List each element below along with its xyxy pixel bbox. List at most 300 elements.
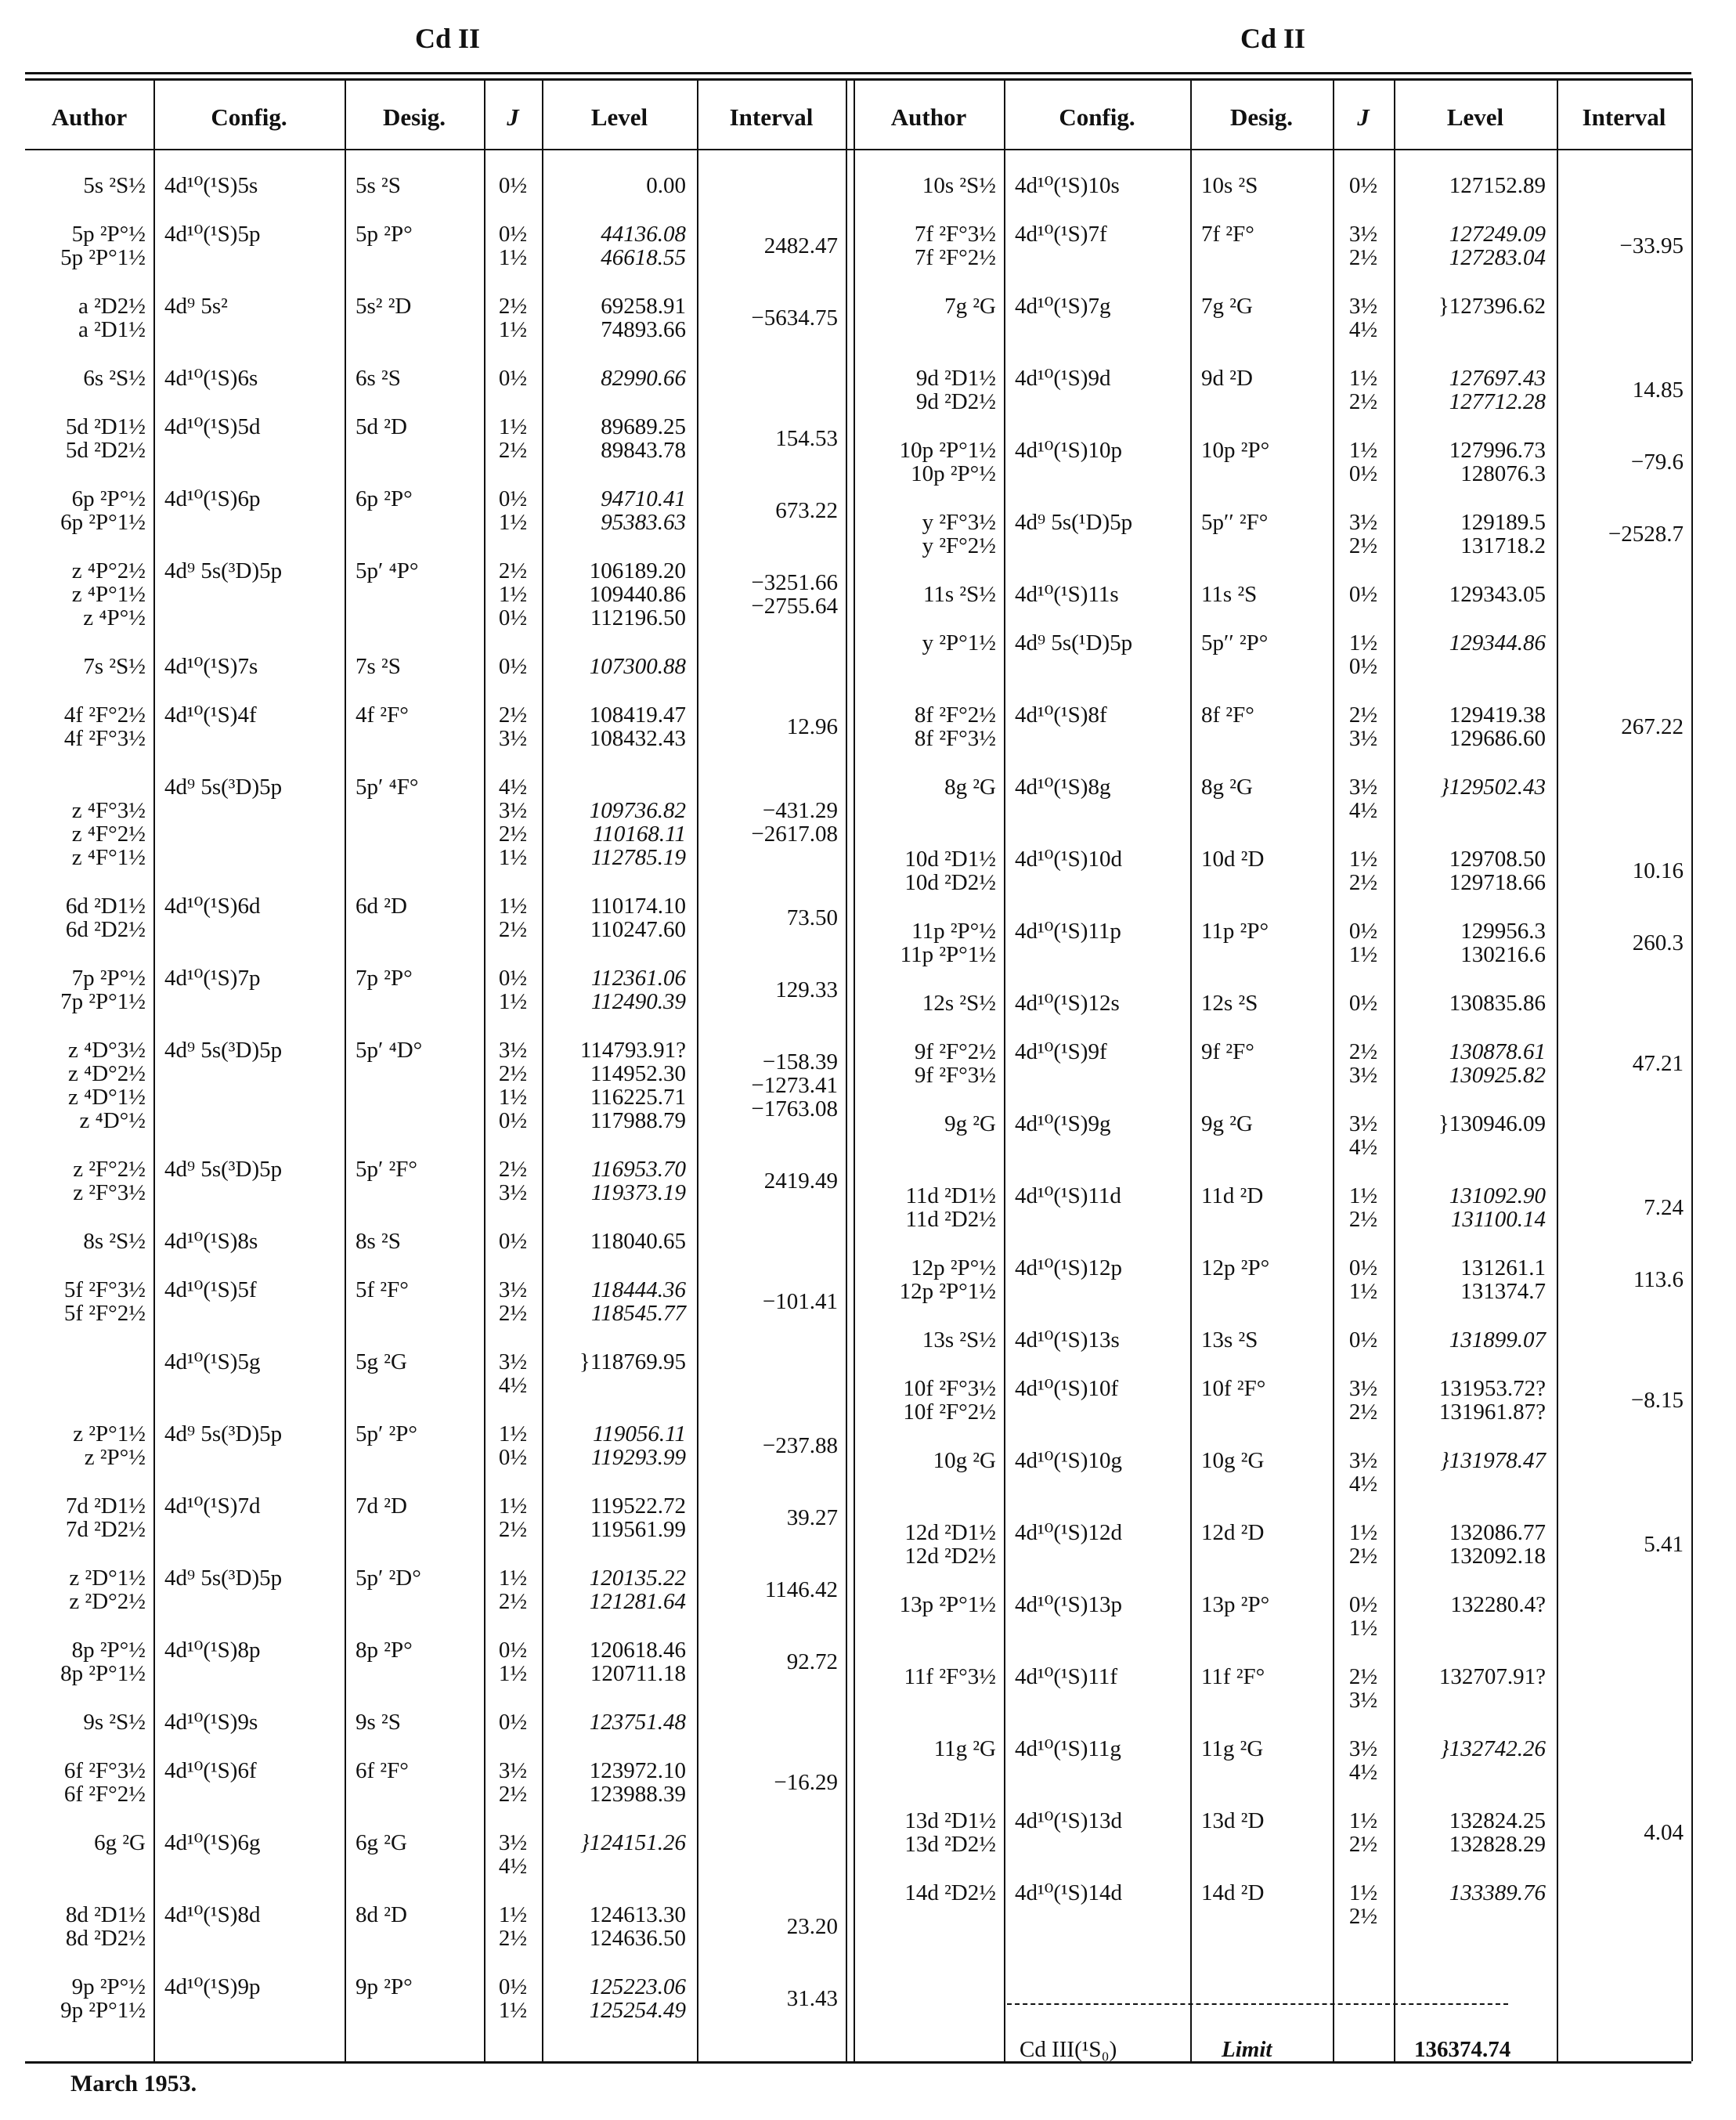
left-desig-cell: 5p′ ²D° — [356, 1566, 421, 1591]
left-desig-cell: 5f ²F° — [356, 1277, 409, 1302]
right-config-cell: 4d¹⁰(¹S)10g — [1015, 1448, 1122, 1473]
right-j-cell: 3½ 2½ — [1348, 1376, 1378, 1425]
right-level-cell: 127152.89 — [1449, 173, 1546, 198]
left-header-author: Author — [51, 103, 128, 131]
right-desig-cell: 10f ²F° — [1201, 1376, 1266, 1401]
right-author-cell: 10g ²G — [933, 1448, 996, 1473]
left-desig-cell: 6d ²D — [356, 894, 407, 919]
right-author-cell: 9d ²D1½ 9d ²D2½ — [915, 366, 996, 414]
right-level-cell: 129343.05 — [1449, 582, 1546, 607]
left-config-cell: 4d¹⁰(¹S)7p — [164, 966, 261, 991]
right-level-cell: 127697.43 127712.28 — [1449, 366, 1546, 414]
right-level-cell: 129956.3 130216.6 — [1460, 919, 1546, 967]
left-author-cell: 5f ²F°3½ 5f ²F°2½ — [63, 1277, 146, 1326]
left-author-cell: 8p ²P°½ 8p ²P°1½ — [60, 1638, 146, 1686]
left-author-cell: 9p ²P°½ 9p ²P°1½ — [60, 1974, 146, 2023]
right-level-cell: 132707.91? — [1438, 1664, 1546, 1689]
left-header-desig: Desig. — [382, 103, 446, 131]
left-desig-cell: 6s ²S — [356, 366, 401, 391]
right-j-cell: 1½ 2½ — [1348, 366, 1378, 414]
right-header-desig: Desig. — [1229, 103, 1294, 131]
right-interval-cell: −33.95 — [1619, 233, 1684, 258]
left-author-cell: 6f ²F°3½ 6f ²F°2½ — [63, 1758, 146, 1807]
right-config-cell: 4d⁹ 5s(¹D)5p — [1015, 510, 1133, 535]
left-interval-cell: 23.20 — [786, 1914, 838, 1939]
right-author-cell: 10d ²D1½ 10d ²D2½ — [904, 847, 996, 895]
right-interval-cell: 267.22 — [1621, 714, 1684, 739]
right-config-cell: 4d¹⁰(¹S)11d — [1015, 1183, 1121, 1208]
right-j-cell: 0½ — [1348, 173, 1378, 198]
right-interval-cell: 7.24 — [1644, 1195, 1684, 1220]
left-desig-cell: 5p ²P° — [356, 222, 413, 247]
right-author-cell: 11p ²P°½ 11p ²P°1½ — [900, 919, 996, 967]
left-j-cell: 1½ 0½ — [498, 1421, 528, 1470]
right-level-cell: 130878.61 130925.82 — [1449, 1039, 1546, 1088]
right-desig-cell: 12s ²S — [1201, 991, 1258, 1016]
right-level-cell: }130946.09 — [1438, 1111, 1546, 1136]
left-desig-cell: 5p′ ⁴D° — [356, 1038, 423, 1063]
right-desig-cell: 11p ²P° — [1201, 919, 1269, 944]
right-interval-cell: 5.41 — [1644, 1532, 1684, 1557]
right-column-line — [854, 78, 855, 2061]
right-desig-cell: 13s ²S — [1201, 1327, 1258, 1353]
left-j-cell: 0½ 1½ — [498, 966, 528, 1014]
right-level-cell: }129502.43 — [1440, 775, 1546, 800]
left-j-cell: 2½ 3½ — [498, 702, 528, 751]
right-interval-cell: 14.85 — [1632, 377, 1684, 403]
right-j-cell: 3½ 4½ — [1348, 294, 1378, 342]
left-author-cell: z ²D°1½ z ²D°2½ — [69, 1566, 146, 1614]
left-interval-cell: 673.22 — [775, 498, 838, 523]
right-level-cell: 129189.5 131718.2 — [1460, 510, 1546, 558]
right-author-cell: 11s ²S½ — [922, 582, 996, 607]
left-interval-cell: 2482.47 — [763, 233, 838, 258]
left-j-cell: 3½ 4½ — [498, 1349, 528, 1398]
right-author-cell: 13d ²D1½ 13d ²D2½ — [904, 1808, 996, 1857]
right-author-cell: 11d ²D1½ 11d ²D2½ — [905, 1183, 996, 1232]
left-author-cell: 7s ²S½ — [83, 654, 146, 679]
right-level-cell: 129344.86 — [1449, 630, 1546, 656]
left-author-cell: z ²F°2½ z ²F°3½ — [73, 1157, 146, 1205]
left-config-cell: 4d⁹ 5s(³D)5p — [164, 1421, 283, 1446]
right-j-cell: 0½ — [1348, 582, 1378, 607]
left-j-cell: 0½ — [498, 654, 528, 679]
right-level-cell: 129708.50 129718.66 — [1449, 847, 1546, 895]
left-j-cell: 1½ 2½ — [498, 414, 528, 463]
left-author-cell: 6s ²S½ — [83, 366, 146, 391]
right-j-cell: 3½ 4½ — [1348, 1736, 1378, 1785]
right-header-level: Level — [1446, 103, 1504, 131]
left-desig-cell: 5g ²G — [356, 1349, 407, 1374]
right-desig-cell: 11g ²G — [1201, 1736, 1264, 1761]
left-level-cell: 123972.10 123988.39 — [589, 1758, 686, 1807]
right-j-cell: 3½ 4½ — [1348, 1111, 1378, 1160]
right-level-cell: 131261.1 131374.7 — [1460, 1255, 1546, 1304]
right-author-cell: 10s ²S½ — [922, 173, 996, 198]
right-config-cell: 4d¹⁰(¹S)9f — [1015, 1039, 1107, 1064]
left-interval-cell: 12.96 — [786, 714, 838, 739]
right-desig-cell: 10s ²S — [1201, 173, 1258, 198]
right-author-cell: 8g ²G — [944, 775, 996, 800]
left-desig-cell: 7p ²P° — [356, 966, 413, 991]
right-j-cell: 1½ 2½ — [1348, 847, 1378, 895]
right-column-line — [1394, 78, 1395, 2061]
left-j-cell: 0½ 1½ — [498, 1974, 528, 2023]
left-config-cell: 4d¹⁰(¹S)7s — [164, 654, 258, 679]
left-level-cell: 69258.91 74893.66 — [601, 294, 686, 342]
right-desig-cell: 7g ²G — [1201, 294, 1253, 319]
left-level-cell: }118769.95 — [579, 1349, 686, 1374]
left-j-cell: 3½ 2½ — [498, 1758, 528, 1807]
left-author-cell: 7p ²P°½ 7p ²P°1½ — [60, 966, 146, 1014]
right-config-cell: 4d¹⁰(¹S)13s — [1015, 1327, 1120, 1353]
right-desig-cell: 12d ²D — [1201, 1520, 1265, 1545]
left-config-cell: 4d⁹ 5s² — [164, 294, 228, 319]
right-desig-cell: 10g ²G — [1201, 1448, 1265, 1473]
left-level-cell: 123751.48 — [589, 1710, 686, 1735]
right-j-cell: 3½ 2½ — [1348, 510, 1378, 558]
left-author-cell: 6p ²P°½ 6p ²P°1½ — [60, 486, 146, 535]
left-author-cell: z ⁴P°2½ z ⁴P°1½ z ⁴P°½ — [71, 558, 146, 630]
right-author-cell: 9f ²F°2½ 9f ²F°3½ — [914, 1039, 996, 1088]
right-author-cell: 7g ²G — [944, 294, 996, 319]
right-header-j: J — [1357, 103, 1370, 131]
right-desig-cell: 8g ²G — [1201, 775, 1253, 800]
right-level-cell: 127996.73 128076.3 — [1449, 438, 1546, 486]
left-title: Cd II — [415, 23, 481, 54]
left-level-cell: 119056.11 119293.99 — [590, 1421, 686, 1470]
right-column-line — [1691, 78, 1693, 2061]
right-header-author: Author — [890, 103, 967, 131]
left-interval-cell: 73.50 — [786, 905, 838, 930]
left-header-config: Config. — [211, 103, 287, 131]
left-desig-cell: 5p′ ²P° — [356, 1421, 418, 1446]
left-interval-cell: 1146.42 — [764, 1577, 838, 1602]
left-level-cell: 107300.88 — [589, 654, 686, 679]
left-config-cell: 4d¹⁰(¹S)5p — [164, 222, 261, 247]
left-level-cell: 114793.91? 114952.30 116225.71 117988.79 — [579, 1038, 686, 1133]
right-config-cell: 4d¹⁰(¹S)12s — [1015, 991, 1120, 1016]
left-author-cell: 7d ²D1½ 7d ²D2½ — [65, 1493, 146, 1542]
right-j-cell: 0½ 1½ — [1348, 1592, 1378, 1641]
right-desig-cell: 13p ²P° — [1201, 1592, 1270, 1617]
right-author-cell: 13s ²S½ — [922, 1327, 996, 1353]
left-j-cell: 0½ — [498, 366, 528, 391]
left-j-cell: 1½ 2½ — [498, 1902, 528, 1951]
right-config-cell: 4d¹⁰(¹S)10f — [1015, 1376, 1119, 1401]
right-desig-cell: 5p′′ ²P° — [1201, 630, 1269, 656]
left-level-cell: 118040.65 — [590, 1229, 686, 1254]
left-j-cell: 3½ 4½ — [498, 1830, 528, 1879]
right-level-cell: 133389.76 — [1449, 1880, 1546, 1905]
left-config-cell: 4d¹⁰(¹S)4f — [164, 702, 257, 728]
left-interval-cell: 92.72 — [786, 1649, 838, 1674]
right-j-cell: 0½ — [1348, 991, 1378, 1016]
left-author-cell: 5p ²P°½ 5p ²P°1½ — [60, 222, 146, 270]
left-desig-cell: 6g ²G — [356, 1830, 407, 1855]
right-j-cell: 1½ 2½ — [1348, 1520, 1378, 1569]
right-desig-cell: 5p′′ ²F° — [1201, 510, 1269, 535]
left-interval-cell: −3251.66 −2755.64 — [751, 570, 838, 619]
right-author-cell: 11f ²F°3½ — [904, 1664, 996, 1689]
left-j-cell: 0½ — [498, 1229, 528, 1254]
right-interval-cell: −8.15 — [1630, 1388, 1684, 1413]
right-config-cell: 4d¹⁰(¹S)10s — [1015, 173, 1120, 198]
limit-dash — [1007, 2003, 1508, 2005]
left-column-line — [484, 78, 485, 2061]
left-config-cell: 4d¹⁰(¹S)6g — [164, 1830, 261, 1855]
right-config-cell: 4d⁹ 5s(¹D)5p — [1015, 630, 1133, 656]
right-author-cell: 9g ²G — [944, 1111, 996, 1136]
left-j-cell: 2½ 1½ — [498, 294, 528, 342]
right-j-cell: 2½ 3½ — [1348, 1039, 1378, 1088]
right-config-cell: 4d¹⁰(¹S)8f — [1015, 702, 1107, 728]
left-author-cell: 8s ²S½ — [83, 1229, 146, 1254]
left-level-cell: 120135.22 121281.64 — [589, 1566, 686, 1614]
right-config-cell: 4d¹⁰(¹S)7f — [1015, 222, 1107, 247]
left-interval-cell: −237.88 — [762, 1433, 838, 1458]
left-column-line — [846, 78, 847, 2061]
left-config-cell: 4d⁹ 5s(³D)5p — [164, 558, 283, 583]
header-rule — [25, 149, 1691, 150]
left-j-cell: 3½ 2½ 1½ 0½ — [498, 1038, 528, 1133]
limit-level: 136374.74 — [1414, 2037, 1511, 2062]
right-j-cell: 3½ 2½ — [1348, 222, 1378, 270]
left-config-cell: 4d¹⁰(¹S)5s — [164, 173, 258, 198]
right-config-cell: 4d¹⁰(¹S)12p — [1015, 1255, 1122, 1280]
right-desig-cell: 9d ²D — [1201, 366, 1253, 391]
right-author-cell: 12d ²D1½ 12d ²D2½ — [904, 1520, 996, 1569]
right-j-cell: 1½ 2½ — [1348, 1808, 1378, 1857]
left-j-cell: 0½ 1½ — [498, 222, 528, 270]
left-interval-cell: 2419.49 — [763, 1168, 838, 1194]
left-interval-cell: −101.41 — [762, 1289, 838, 1314]
right-author-cell: 7f ²F°3½ 7f ²F°2½ — [914, 222, 996, 270]
left-config-cell: 4d¹⁰(¹S)5g — [164, 1349, 261, 1374]
right-level-cell: 127249.09 127283.04 — [1449, 222, 1546, 270]
right-j-cell: 2½ 3½ — [1348, 1664, 1378, 1713]
right-desig-cell: 9f ²F° — [1201, 1039, 1254, 1064]
left-desig-cell: 9p ²P° — [356, 1974, 413, 1999]
right-j-cell: 3½ 4½ — [1348, 775, 1378, 823]
right-interval-cell: 47.21 — [1632, 1051, 1684, 1076]
right-desig-cell: 11f ²F° — [1201, 1664, 1265, 1689]
left-desig-cell: 5s ²S — [356, 173, 401, 198]
left-desig-cell: 8d ²D — [356, 1902, 407, 1927]
right-config-cell: 4d¹⁰(¹S)9d — [1015, 366, 1111, 391]
left-j-cell: 0½ 1½ — [498, 1638, 528, 1686]
right-config-cell: 4d¹⁰(¹S)13p — [1015, 1592, 1122, 1617]
right-j-cell: 0½ — [1348, 1327, 1378, 1353]
left-desig-cell: 5p′ ²F° — [356, 1157, 418, 1182]
limit-desig: Limit — [1222, 2037, 1272, 2062]
left-author-cell: 9s ²S½ — [83, 1710, 146, 1735]
footnote: March 1953. — [70, 2071, 197, 2097]
left-config-cell: 4d¹⁰(¹S)8s — [164, 1229, 258, 1254]
left-desig-cell: 5s² ²D — [356, 294, 412, 319]
right-level-cell: }132742.26 — [1440, 1736, 1546, 1761]
right-config-cell: 4d¹⁰(¹S)9g — [1015, 1111, 1111, 1136]
right-interval-cell: 113.6 — [1633, 1267, 1684, 1292]
right-desig-cell: 7f ²F° — [1201, 222, 1254, 247]
right-author-cell: 14d ²D2½ — [904, 1880, 996, 1905]
right-level-cell: 132086.77 132092.18 — [1449, 1520, 1546, 1569]
left-desig-cell: 7s ²S — [356, 654, 401, 679]
left-j-cell: 2½ 3½ — [498, 1157, 528, 1205]
left-level-cell: 82990.66 — [601, 366, 686, 391]
left-author-cell: a ²D2½ a ²D1½ — [78, 294, 146, 342]
left-interval-cell: −431.29 −2617.08 — [751, 798, 838, 847]
left-config-cell: 4d¹⁰(¹S)7d — [164, 1493, 261, 1519]
right-title: Cd II — [1240, 23, 1306, 54]
right-column-line — [1557, 78, 1558, 2061]
left-config-cell: 4d⁹ 5s(³D)5p — [164, 1566, 283, 1591]
left-level-cell: 110174.10 110247.60 — [590, 894, 686, 942]
right-level-cell: 131092.90 131100.14 — [1449, 1183, 1546, 1232]
right-level-cell: 131953.72? 131961.87? — [1438, 1376, 1546, 1425]
right-column-line — [1190, 78, 1192, 2061]
left-desig-cell: 8p ²P° — [356, 1638, 413, 1663]
limit-config: Cd III(¹S₀) — [1020, 2037, 1117, 2062]
right-config-cell: 4d¹⁰(¹S)13d — [1015, 1808, 1122, 1833]
right-author-cell: 10f ²F°3½ 10f ²F°2½ — [903, 1376, 996, 1425]
right-j-cell: 2½ 3½ — [1348, 702, 1378, 751]
right-config-cell: 4d¹⁰(¹S)11s — [1015, 582, 1119, 607]
left-j-cell: 0½ — [498, 173, 528, 198]
left-level-cell: 89689.25 89843.78 — [601, 414, 686, 463]
right-level-cell: 132280.4? — [1450, 1592, 1546, 1617]
right-j-cell: 0½ 1½ — [1348, 919, 1378, 967]
left-level-cell: 118444.36 118545.77 — [590, 1277, 686, 1326]
right-j-cell: 1½ 0½ — [1348, 438, 1378, 486]
right-desig-cell: 9g ²G — [1201, 1111, 1253, 1136]
right-j-cell: 1½ 0½ — [1348, 630, 1378, 679]
left-level-cell: 0.00 — [646, 173, 686, 198]
left-interval-cell: 31.43 — [786, 1986, 838, 2011]
left-level-cell: 124613.30 124636.50 — [589, 1902, 686, 1951]
left-config-cell: 4d¹⁰(¹S)8d — [164, 1902, 261, 1927]
left-j-cell: 0½ — [498, 1710, 528, 1735]
left-config-cell: 4d¹⁰(¹S)5f — [164, 1277, 257, 1302]
left-j-cell: 1½ 2½ — [498, 1566, 528, 1614]
right-column-line — [1004, 78, 1005, 2061]
right-interval-cell: 260.3 — [1632, 930, 1684, 955]
left-level-cell: 44136.08 46618.55 — [601, 222, 686, 270]
right-desig-cell: 11d ²D — [1201, 1183, 1264, 1208]
left-level-cell: 109736.82 110168.11 112785.19 — [589, 798, 686, 870]
left-desig-cell: 6f ²F° — [356, 1758, 409, 1783]
left-config-cell: 4d¹⁰(¹S)6d — [164, 894, 261, 919]
right-config-cell: 4d¹⁰(¹S)10p — [1015, 438, 1122, 463]
left-header-j: J — [507, 103, 519, 131]
left-header-level: Level — [590, 103, 648, 131]
left-j-cell: 0½ 1½ — [498, 486, 528, 535]
right-interval-cell: −79.6 — [1630, 450, 1684, 475]
left-desig-cell: 9s ²S — [356, 1710, 401, 1735]
left-config-cell: 4d⁹ 5s(³D)5p — [164, 1038, 283, 1063]
left-desig-cell: 6p ²P° — [356, 486, 413, 511]
left-config-cell: 4d¹⁰(¹S)6f — [164, 1758, 257, 1783]
left-interval-cell: −16.29 — [774, 1770, 838, 1795]
right-author-cell: 8f ²F°2½ 8f ²F°3½ — [914, 702, 996, 751]
left-desig-cell: 8s ²S — [356, 1229, 401, 1254]
left-level-cell: 119522.72 119561.99 — [590, 1493, 686, 1542]
left-level-cell: 125223.06 125254.49 — [589, 1974, 686, 2023]
right-author-cell: 10p ²P°1½ 10p ²P°½ — [899, 438, 996, 486]
left-desig-cell: 7d ²D — [356, 1493, 407, 1519]
right-author-cell: 11g ²G — [933, 1736, 996, 1761]
right-config-cell: 4d¹⁰(¹S)14d — [1015, 1880, 1122, 1905]
right-author-cell: 12s ²S½ — [922, 991, 996, 1016]
left-author-cell: z ²P°1½ z ²P°½ — [73, 1421, 146, 1470]
left-column-line — [697, 78, 698, 2061]
left-header-interval: Interval — [729, 103, 814, 131]
right-interval-cell: 10.16 — [1632, 858, 1684, 883]
right-desig-cell: 11s ²S — [1201, 582, 1258, 607]
right-desig-cell: 10p ²P° — [1201, 438, 1270, 463]
left-column-line — [542, 78, 543, 2061]
left-j-cell: 1½ 2½ — [498, 894, 528, 942]
right-config-cell: 4d¹⁰(¹S)7g — [1015, 294, 1111, 319]
right-desig-cell: 10d ²D — [1201, 847, 1265, 872]
top-rule-2 — [25, 78, 1691, 81]
left-interval-cell: −158.39 −1273.41 −1763.08 — [751, 1049, 838, 1121]
right-j-cell: 1½ 2½ — [1348, 1183, 1378, 1232]
right-level-cell: 131899.07 — [1449, 1327, 1546, 1353]
right-desig-cell: 13d ²D — [1201, 1808, 1265, 1833]
left-config-cell: 4d¹⁰(¹S)9s — [164, 1710, 258, 1735]
right-desig-cell: 12p ²P° — [1201, 1255, 1270, 1280]
left-author-cell: z ⁴D°3½ z ⁴D°2½ z ⁴D°1½ z ⁴D°½ — [67, 1038, 146, 1133]
left-column-line — [153, 78, 155, 2061]
left-config-cell: 4d⁹ 5s(³D)5p — [164, 775, 283, 800]
right-header-interval: Interval — [1582, 103, 1666, 131]
top-rule — [25, 72, 1691, 74]
left-author-cell: 8d ²D1½ 8d ²D2½ — [65, 1902, 146, 1951]
left-desig-cell: 5p′ ⁴F° — [356, 775, 419, 800]
right-j-cell: 1½ 2½ — [1348, 1880, 1378, 1929]
left-column-line — [345, 78, 346, 2061]
left-config-cell: 4d¹⁰(¹S)8p — [164, 1638, 261, 1663]
right-config-cell: 4d¹⁰(¹S)12d — [1015, 1520, 1122, 1545]
right-desig-cell: 14d ²D — [1201, 1880, 1265, 1905]
right-config-cell: 4d¹⁰(¹S)10d — [1015, 847, 1122, 872]
left-level-cell: 108419.47 108432.43 — [589, 702, 686, 751]
left-interval-cell: 129.33 — [775, 977, 838, 1002]
right-desig-cell: 8f ²F° — [1201, 702, 1254, 728]
left-desig-cell: 5d ²D — [356, 414, 407, 439]
left-level-cell: }124151.26 — [580, 1830, 686, 1855]
left-j-cell: 3½ 2½ — [498, 1277, 528, 1326]
right-level-cell: }131978.47 — [1440, 1448, 1546, 1473]
left-author-cell: 5s ²S½ — [83, 173, 146, 198]
right-author-cell: 12p ²P°½ 12p ²P°1½ — [899, 1255, 996, 1304]
right-config-cell: 4d¹⁰(¹S)11f — [1015, 1664, 1118, 1689]
right-author-cell: y ²F°3½ y ²F°2½ — [922, 510, 996, 558]
left-level-cell: 120618.46 120711.18 — [589, 1638, 686, 1686]
right-interval-cell: 4.04 — [1644, 1820, 1684, 1845]
left-interval-cell: 39.27 — [786, 1505, 838, 1530]
left-config-cell: 4d¹⁰(¹S)6p — [164, 486, 261, 511]
left-author-cell: 6g ²G — [94, 1830, 146, 1855]
left-level-cell: 116953.70 119373.19 — [590, 1157, 686, 1205]
left-config-cell: 4d⁹ 5s(³D)5p — [164, 1157, 283, 1182]
left-config-cell: 4d¹⁰(¹S)5d — [164, 414, 261, 439]
left-level-cell: 112361.06 112490.39 — [590, 966, 686, 1014]
right-header-config: Config. — [1059, 103, 1135, 131]
left-config-cell: 4d¹⁰(¹S)6s — [164, 366, 258, 391]
left-desig-cell: 5p′ ⁴P° — [356, 558, 419, 583]
